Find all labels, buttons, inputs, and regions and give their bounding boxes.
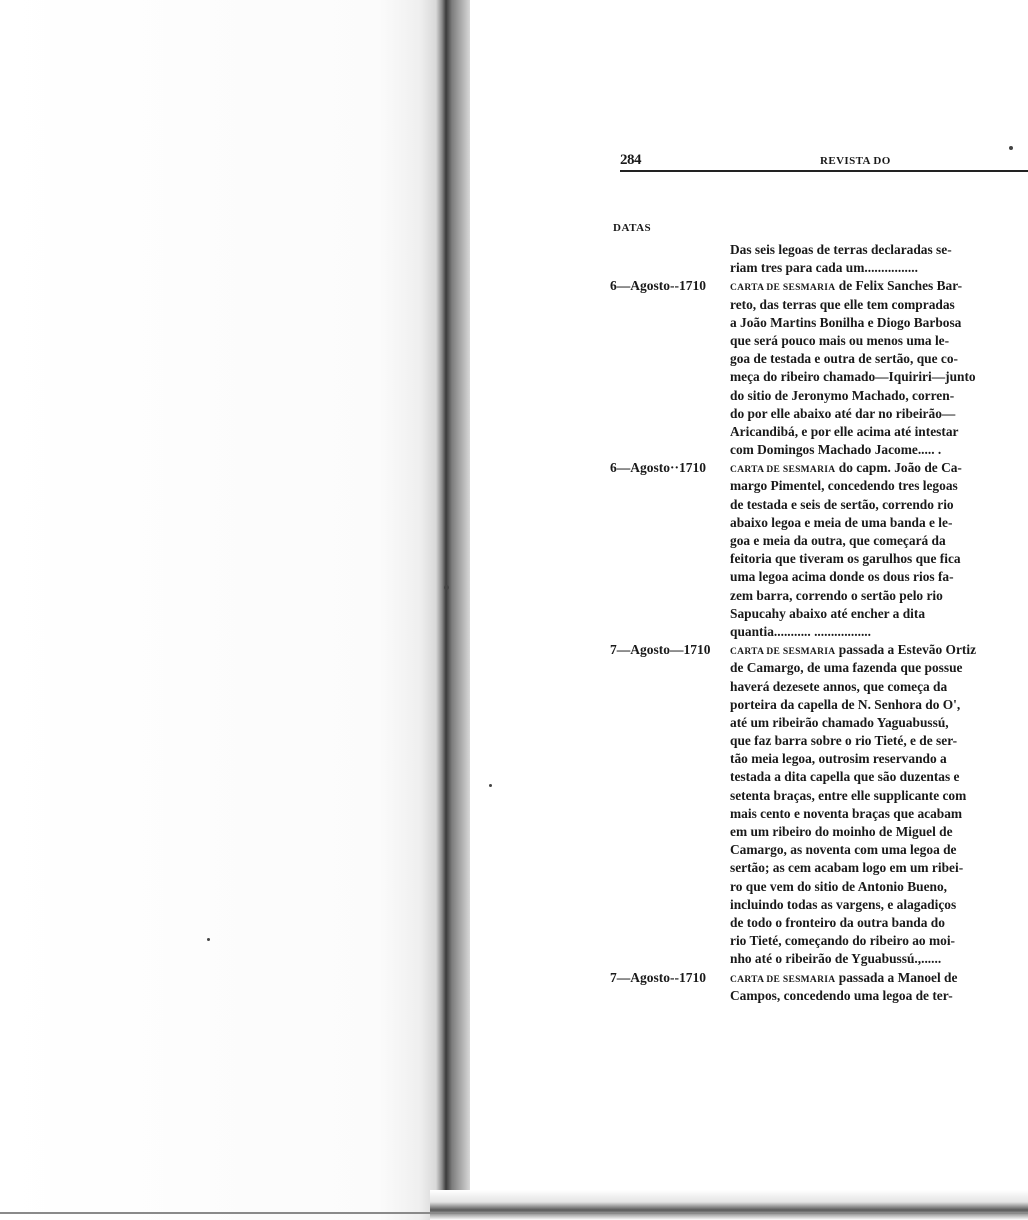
entry-line: quantia........... ................. — [730, 623, 871, 639]
entry-line: Aricandibá, e por elle acima até intestar — [730, 423, 959, 439]
entry — [610, 277, 1028, 459]
entry-line: de todo o fronteiro da outra banda do — [730, 914, 945, 930]
entry-line: nho até o ribeirão de Yguabussú.,...... — [730, 951, 942, 967]
entry-line: com Domingos Machado Jacome..... . — [730, 442, 942, 458]
document-type-label: CARTA DE SESMARIA — [730, 283, 836, 294]
entry-line: em um ribeiro do moinho de Miguel de — [730, 824, 953, 839]
entry-line: goa de testada e outra de sertão, que co- — [730, 351, 958, 367]
entry — [610, 459, 1028, 641]
entry-line: de testada e seis de sertão, correndo rio — [730, 496, 954, 512]
entry-text — [730, 277, 1014, 459]
page-bottom-edge — [430, 1190, 1028, 1220]
entry-line: Sapucahy abaixo até encher a dita — [730, 605, 926, 621]
entry-date — [610, 241, 726, 277]
book-page — [470, 0, 1028, 1190]
scan-speck — [207, 938, 210, 941]
entry-date: 7—Agosto--1710 — [610, 969, 706, 985]
entry-line: margo Pimentel, concedendo tres legoas — [730, 478, 958, 494]
entry-line: setenta braças, entre elle supplicante com — [730, 787, 967, 803]
entry-line: goa e meia da outra, que começará da — [730, 533, 946, 548]
dates-column-label: DATAS — [613, 222, 652, 234]
scan-bottom-line — [0, 1212, 1028, 1214]
entry-line: CARTA DE SESMARIA do capm. João de Ca- — [730, 460, 962, 476]
entry-line: de Camargo, de uma fazenda que possue — [730, 660, 963, 676]
entry-line: uma legoa acima donde os dous rios fa- — [730, 569, 954, 585]
entries-list — [610, 241, 1028, 1005]
page-number: 284 — [620, 152, 641, 168]
entry-line: abaixo legoa e meia de uma banda e le- — [730, 514, 953, 530]
entry-line: mais cento e noventa braças que acabam — [730, 805, 963, 821]
entry-line: reto, das terras que elle tem compradas — [730, 296, 955, 312]
entry-line: tão meia legoa, outrosim reservando a — [730, 751, 947, 767]
entry-line: do por elle abaixo até dar no ribeirão— — [730, 405, 956, 421]
entry-line: ro que vem do sitio de Antonio Bueno, — [730, 878, 948, 894]
entry — [610, 641, 1028, 968]
book-gutter-shadow — [0, 0, 470, 1220]
entry-date: 7—Agosto—1710 — [610, 642, 711, 658]
entry-text — [730, 641, 1014, 968]
entry-line: Camargo, as noventa com uma legoa de — [730, 842, 957, 858]
entry — [610, 241, 1028, 277]
entry-line: até um ribeirão chamado Yaguabussú, — [730, 714, 949, 730]
entry-line: sertão; as cem acabam logo em um ribei- — [730, 860, 964, 876]
scan-speck — [444, 585, 449, 590]
entry-line: CARTA DE SESMARIA de Felix Sanches Bar- — [730, 278, 963, 294]
header-rule — [620, 170, 1028, 172]
entry-date: 6—Agosto--1710 — [610, 278, 706, 294]
entry-text — [730, 241, 1014, 277]
entry — [610, 969, 1028, 1005]
entry-line: Campos, concedendo uma legoa de ter- — [730, 987, 953, 1003]
entry-text — [730, 459, 1014, 641]
entry-line: que será pouco mais ou menos uma le- — [730, 332, 950, 348]
entry-line: a João Martins Bonilha e Diogo Barbosa — [730, 314, 962, 330]
document-type-label: CARTA DE SESMARIA — [730, 647, 836, 658]
document-type-label: CARTA DE SESMARIA — [730, 465, 836, 476]
entry-line: do sitio de Jeronymo Machado, corren- — [730, 387, 955, 403]
entry-line: CARTA DE SESMARIA passada a Estevão Ortiz — [730, 642, 977, 658]
entry-line: porteira da capella de N. Senhora do O', — [730, 696, 961, 712]
entry-line: Das seis legoas de terras declaradas se- — [730, 242, 952, 257]
document-type-label: CARTA DE SESMARIA — [730, 974, 836, 985]
entry-line: rio Tieté, começando do ribeiro ao moi- — [730, 933, 956, 949]
running-head: REVISTA DO — [820, 155, 891, 167]
entry-line: testada a dita capella que são duzentas e — [730, 769, 960, 785]
entry-text — [730, 969, 1014, 1005]
entry-line: riam tres para cada um................ — [730, 260, 918, 276]
entry-line: CARTA DE SESMARIA passada a Manoel de — [730, 969, 958, 985]
entry-line: incluindo todas as vargens, e alagadiços — [730, 896, 957, 912]
entry-line: que faz barra sobre o rio Tieté, e de ser- — [730, 733, 958, 749]
entry-line: haverá dezesete annos, que começa da — [730, 678, 948, 694]
entry-line: zem barra, correndo o sertão pelo rio — [730, 587, 943, 603]
entry-line: feitoria que tiveram os garulhos que fica — [730, 551, 961, 567]
entry-date: 6—Agosto··1710 — [610, 460, 707, 476]
entry-line: meça do ribeiro chamado—Iquiriri—junto — [730, 369, 976, 385]
